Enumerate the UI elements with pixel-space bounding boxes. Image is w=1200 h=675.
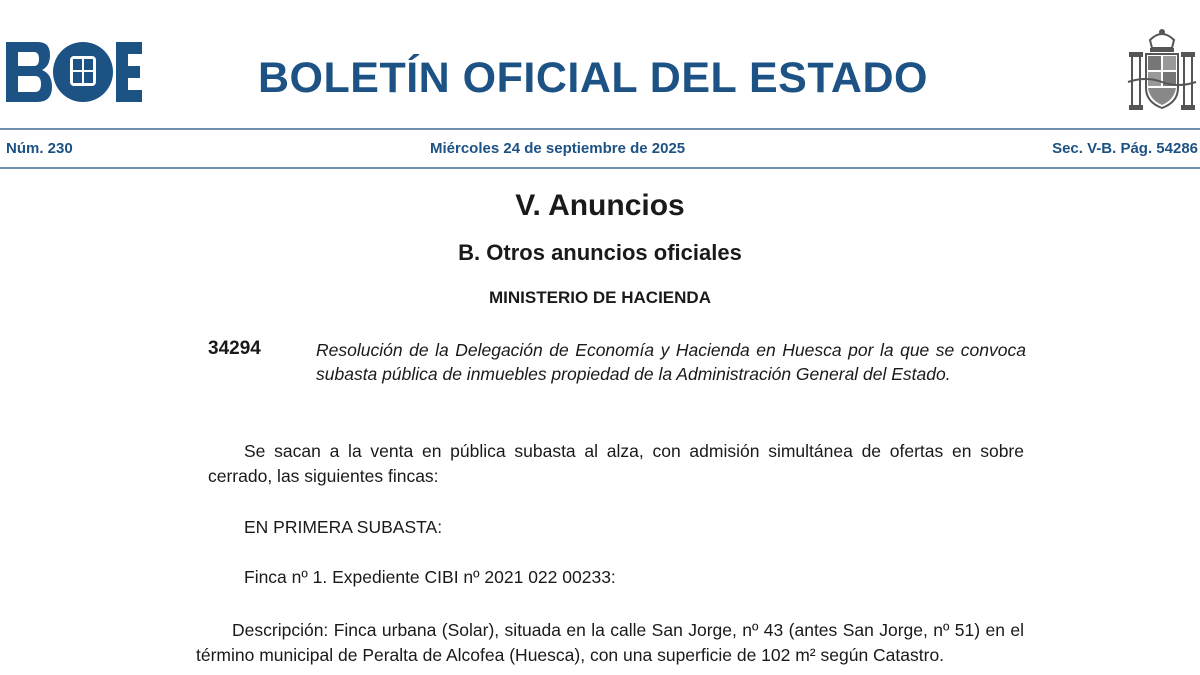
issue-header [0,130,1200,167]
issue-date: Miércoles 24 de septiembre de 2025 [430,140,686,157]
ministry-heading: MINISTERIO DE HACIENDA [489,288,711,307]
section-page: Sec. V-B. Pág. 54286 [1052,140,1198,157]
coat-of-arms-icon [1126,26,1198,116]
announcement-number: 34294 [208,338,261,359]
masthead [0,0,1200,128]
body-paragraph: Descripción: Finca urbana (Solar), situada en la calle San Jorge, nº 43 (antes San Jorge, nº 51) en el término municipal de Peralta de Alcofea (Huesca), con una superficie de 102 m² según Catastro. [196,620,1024,665]
announcement-title: Resolución de la Delegación de Economía y Hacienda en Huesca por la que se convoca subasta pública de inmuebles propiedad de la Administración General del Estado. [316,340,1026,384]
body-paragraph: Se sacan a la venta en pública subasta al alza, con admisión simultánea de ofertas en sobre cerrado, las siguientes fincas: [208,441,1024,486]
gazette-title: BOLETÍN OFICIAL DEL ESTADO [258,54,928,102]
header-bottom-rule [0,167,1200,169]
issue-number: Núm. 230 [6,140,73,157]
section-heading: V. Anuncios [515,189,685,222]
body-paragraph: EN PRIMERA SUBASTA: [244,517,443,537]
boe-logo-icon [4,40,144,104]
subsection-heading: B. Otros anuncios oficiales [458,240,742,265]
body-paragraph: Finca nº 1. Expediente CIBI nº 2021 022 00233: [244,567,616,587]
